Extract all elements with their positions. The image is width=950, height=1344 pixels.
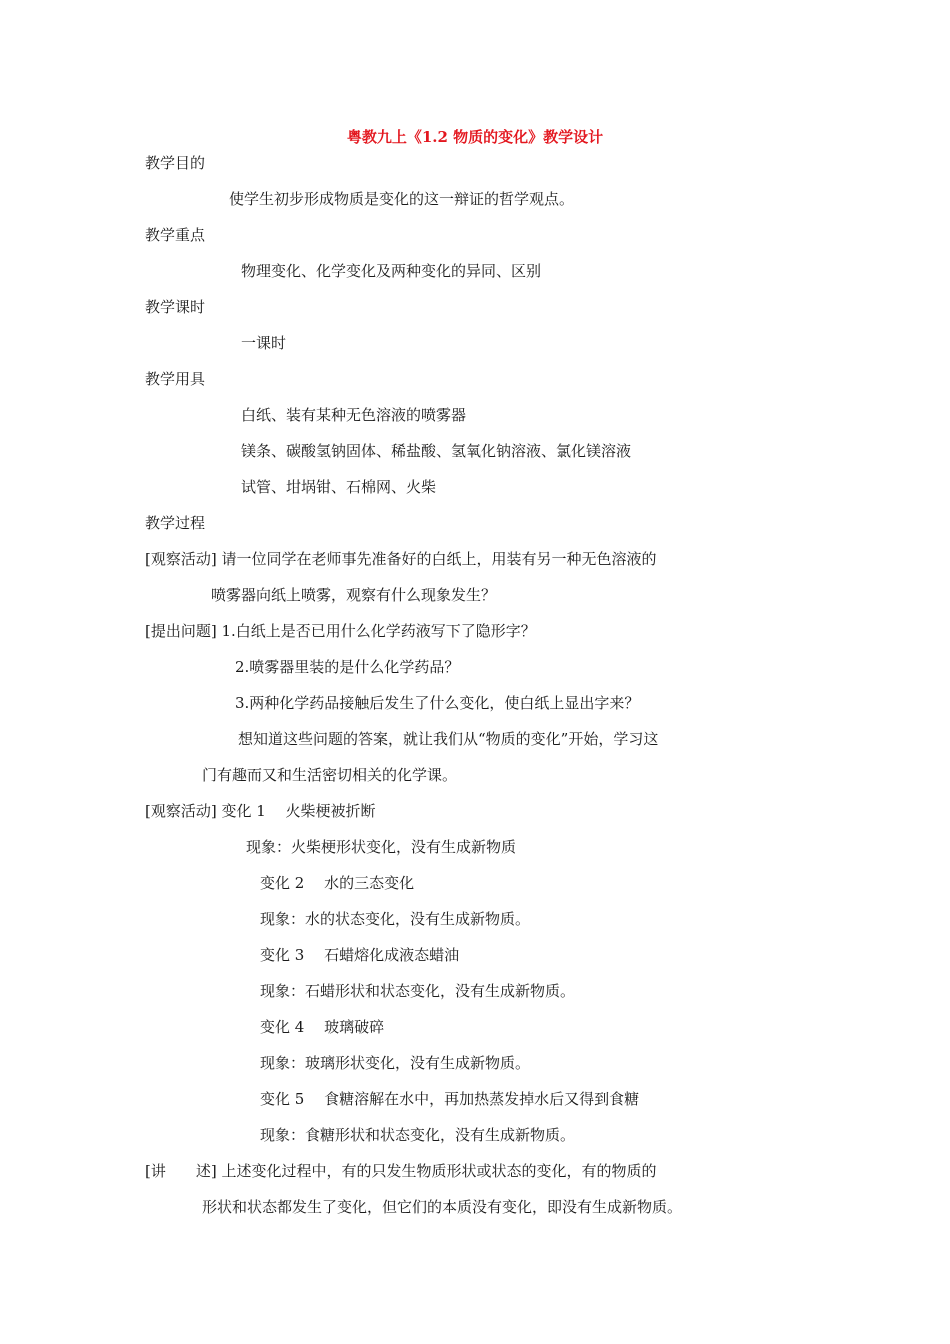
intro-paragraph: 想知道这些问题的答案，就让我们从“物质的变化”开始，学习这 [238,730,659,748]
intro-paragraph-cont: 门有趣而又和生活密切相关的化学课。 [202,766,458,784]
change-2: 变化 2 水的三态变化 [260,874,415,892]
phenomenon-2: 现象：水的状态变化，没有生成新物质。 [260,910,531,928]
phenomenon-5: 现象：食糖形状和状态变化，没有生成新物质。 [260,1126,576,1144]
key-points-text: 物理变化、化学变化及两种变化的异同、区别 [241,262,542,280]
objective-text: 使学生初步形成物质是变化的这一辩证的哲学观点。 [229,190,575,208]
observation-activity-1: [观察活动] 请一位同学在老师事先准备好的白纸上，用装有另一种无色溶液的 [145,550,657,568]
change-4: 变化 4 玻璃破碎 [260,1018,385,1036]
heading-teaching-objective: 教学目的 [145,154,206,172]
tools-line-3: 试管、坩埚钳、石棉网、火柴 [241,478,437,496]
phenomenon-1: 现象：火柴梗形状变化，没有生成新物质 [246,838,517,856]
observation-activity-1-cont: 喷雾器向纸上喷雾，观察有什么现象发生？ [211,586,497,604]
lecture-paragraph-cont: 形状和状态都发生了变化，但它们的本质没有变化，即没有生成新物质。 [202,1198,683,1216]
change-1: [观察活动] 变化 1 火柴梗被折断 [145,802,376,820]
phenomenon-4: 现象：玻璃形状变化，没有生成新物质。 [260,1054,531,1072]
tools-line-1: 白纸、装有某种无色溶液的喷雾器 [241,406,467,424]
heading-teaching-tools: 教学用具 [145,370,206,388]
tools-line-2: 镁条、碳酸氢钠固体、稀盐酸、氢氧化钠溶液、氯化镁溶液 [241,442,632,460]
question-3: 3.两种化学药品接触后发生了什么变化，使白纸上显出字来？ [235,694,640,712]
lecture-paragraph: [讲 述] 上述变化过程中，有的只发生物质形状或状态的变化，有的物质的 [145,1162,657,1180]
class-hours-text: 一课时 [241,334,287,352]
heading-teaching-process: 教学过程 [145,514,206,532]
heading-class-hours: 教学课时 [145,298,206,316]
question-2: 2.喷雾器里装的是什么化学药品？ [235,658,460,676]
change-5: 变化 5 食糖溶解在水中，再加热蒸发掉水后又得到食糖 [260,1090,640,1108]
heading-key-points: 教学重点 [145,226,206,244]
question-1: [提出问题] 1.白纸上是否已用什么化学药液写下了隐形字？ [145,622,536,640]
document-title: 粤教九上《1.2 物质的变化》教学设计 [346,128,604,146]
change-3: 变化 3 石蜡熔化成液态蜡油 [260,946,460,964]
phenomenon-3: 现象：石蜡形状和状态变化，没有生成新物质。 [260,982,576,1000]
